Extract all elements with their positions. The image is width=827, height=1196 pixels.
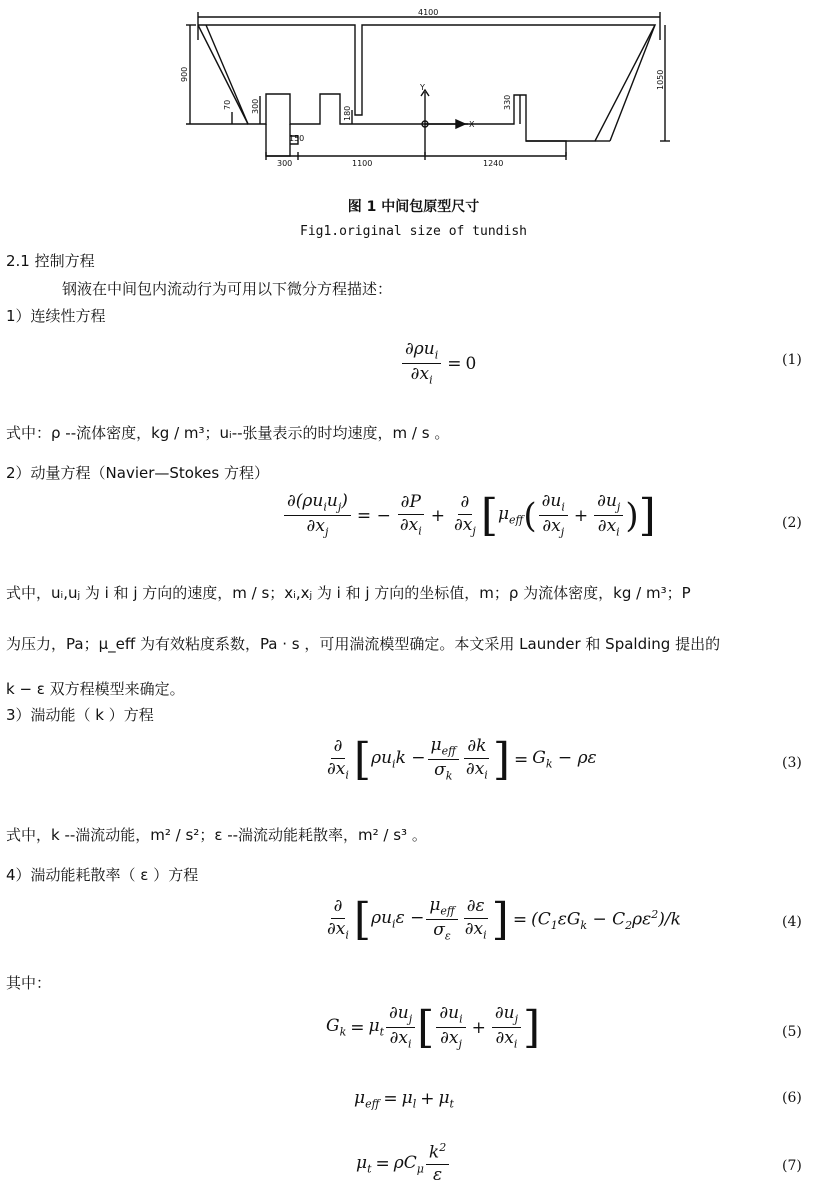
dim-1240: 1240 [483, 159, 504, 168]
equation-2: $\frac{\partial(\rho u_iu_j)}{\partial x_j}$ = − $\frac{\partial P}{\partial x_i}$ + $\frac{\partial}{\partial x_j}$ [ $\mu_{eff}$ ( $\frac{\partial u_i}{\partial x_j}$ + $\frac{\partial u_j}{\partial x_i}$ ) ] [282, 492, 656, 539]
figure-caption-en: Fig1.original size of tundish [300, 224, 527, 239]
dim-height-left: 900 [180, 66, 189, 82]
axis-y-label: Y [420, 83, 425, 92]
equation-5: $G_k$ = $\mu_t$ $\frac{\partial u_j}{\partial x_i}$ [ $\frac{\partial u_i}{\partial x_j}$ + $\frac{\partial u_j}{\partial x_i}$ ] [326, 1001, 541, 1053]
figure-caption-cn: 图 1 中间包原型尺寸 [347, 199, 480, 215]
description-k-equation: 式中，k --湍流动能，m² / s²；ε --湍流动能耗散率，m² / s³ 。 [6, 826, 427, 844]
section-heading: 2.1 控制方程 [6, 252, 95, 270]
intro-paragraph: 钢液在中间包内流动行为可用以下微分方程描述： [62, 280, 393, 298]
heading-continuity: 1）连续性方程 [6, 307, 106, 325]
equation-number-2: (2) [782, 515, 802, 531]
equation-number-6: (6) [782, 1090, 802, 1106]
description-momentum-line1: 式中，uᵢ,uⱼ 为 i 和 j 方向的速度，m / s；xᵢ,xⱼ 为 i 和 j 方向的坐标值，m；ρ 为流体密度，kg / m³；P [6, 584, 691, 602]
dim-height-right: 1050 [656, 69, 665, 90]
where-label: 其中： [6, 974, 52, 992]
tundish-dimension-figure [0, 0, 827, 180]
heading-epsilon-equation: 4）湍动能耗散率（ ε ）方程 [6, 866, 199, 884]
equation-4: $\frac{\partial}{\partial x_i}$ [ $\rho u_i\varepsilon$ − $\frac{\mu_{eff}}{\sigma_\varepsilon}$ $\frac{\partial\varepsilon}{\partial x_i}$ ] = $(C_1\varepsilon G_k - C_2\rho\varepsilon^2)/k$ [327, 893, 681, 945]
description-momentum-line2: 为压力，Pa；μ_eff 为有效粘度系数，Pa · s ，可用湍流模型确定。本文采用 Launder 和 Spalding 提出的 [6, 635, 721, 653]
dim-330: 330 [503, 94, 512, 110]
description-continuity: 式中：ρ --流体密度，kg / m³；uᵢ--张量表示的时均速度，m / s 。 [6, 424, 450, 442]
equation-number-1: (1) [782, 352, 802, 368]
dim-150: 150 [289, 134, 305, 143]
equation-3: $\frac{\partial}{\partial x_i}$ [ $\rho u_ik$ − $\frac{\mu_{eff}}{\sigma_k}$ $\frac{\partial k}{\partial x_i}$ ] = $G_k - \rho\varepsilon$ [327, 733, 597, 785]
equation-6: $\mu_{eff}$ = $\mu_l$ + $\mu_t$ [354, 1088, 454, 1111]
equation-7: $\mu_t$ = $\rho C_\mu$ $\frac{k^2}{\varepsilon}$ [356, 1142, 451, 1186]
equation-number-4: (4) [782, 914, 802, 930]
equation-number-7: (7) [782, 1158, 802, 1174]
dim-180: 180 [343, 105, 352, 121]
equation-number-3: (3) [782, 755, 802, 771]
equation-1: $\frac{\partial\rho u_i}{\partial x_i}$ = 0 [400, 340, 476, 387]
heading-k-equation: 3）湍动能（ k ）方程 [6, 706, 154, 724]
dim-300-horizontal: 300 [277, 159, 293, 168]
dim-1100: 1100 [352, 159, 373, 168]
axis-x-label: X [469, 120, 475, 129]
description-momentum-line3: k − ε 双方程模型来确定。 [6, 680, 185, 698]
dim-total-width: 4100 [418, 8, 439, 17]
heading-momentum: 2）动量方程（Navier—Stokes 方程） [6, 464, 269, 482]
equation-number-5: (5) [782, 1024, 802, 1040]
dim-300-vertical: 300 [251, 98, 260, 114]
dim-70: 70 [223, 99, 232, 110]
